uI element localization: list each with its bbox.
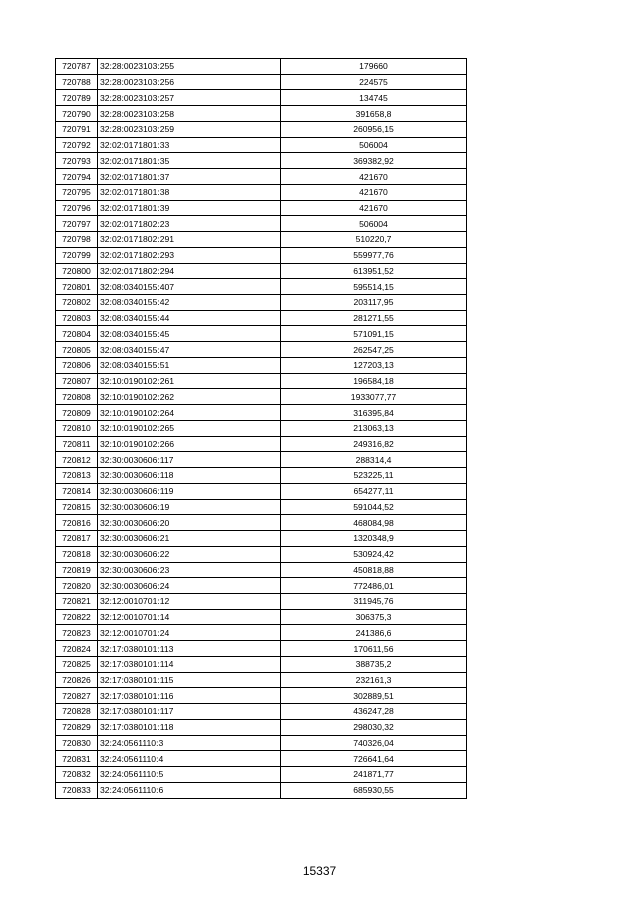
row-id-cell: 720819: [56, 562, 98, 578]
row-id-cell: 720796: [56, 200, 98, 216]
value-cell: 726641,64: [281, 751, 467, 767]
table-row: [56, 578, 467, 594]
row-id-cell: 720789: [56, 90, 98, 106]
cadastral-number-cell: 32:28:0023103:258: [98, 106, 281, 122]
row-id-cell: 720801: [56, 279, 98, 295]
value-cell: 127203,13: [281, 357, 467, 373]
cadastral-number-cell: 32:02:0171801:37: [98, 169, 281, 185]
row-id-cell: 720797: [56, 216, 98, 232]
table-row: [56, 106, 467, 122]
table-row: [56, 656, 467, 672]
table-row: [56, 452, 467, 468]
value-cell: 196584,18: [281, 373, 467, 389]
cadastral-number-cell: 32:08:0340155:44: [98, 310, 281, 326]
value-cell: 260956,15: [281, 121, 467, 137]
row-id-cell: 720833: [56, 782, 98, 798]
value-cell: 388735,2: [281, 656, 467, 672]
row-id-cell: 720815: [56, 499, 98, 515]
row-id-cell: 720825: [56, 656, 98, 672]
row-id-cell: 720808: [56, 389, 98, 405]
cadastral-number-cell: 32:17:0380101:116: [98, 688, 281, 704]
table-row: [56, 436, 467, 452]
value-cell: 421670: [281, 184, 467, 200]
value-cell: 613951,52: [281, 263, 467, 279]
cadastral-number-cell: 32:02:0171802:291: [98, 232, 281, 248]
value-cell: 450818,88: [281, 562, 467, 578]
row-id-cell: 720814: [56, 483, 98, 499]
value-cell: 523225,11: [281, 468, 467, 484]
row-id-cell: 720818: [56, 546, 98, 562]
value-cell: 1320348,9: [281, 531, 467, 547]
row-id-cell: 720800: [56, 263, 98, 279]
table-row: [56, 247, 467, 263]
row-id-cell: 720832: [56, 767, 98, 783]
row-id-cell: 720823: [56, 625, 98, 641]
value-cell: 316395,84: [281, 405, 467, 421]
table-row: [56, 767, 467, 783]
row-id-cell: 720804: [56, 326, 98, 342]
row-id-cell: 720813: [56, 468, 98, 484]
value-cell: 262547,25: [281, 342, 467, 358]
row-id-cell: 720807: [56, 373, 98, 389]
cadastral-number-cell: 32:02:0171801:35: [98, 153, 281, 169]
row-id-cell: 720822: [56, 609, 98, 625]
cadastral-number-cell: 32:08:0340155:407: [98, 279, 281, 295]
table-row: [56, 499, 467, 515]
value-cell: 288314,4: [281, 452, 467, 468]
value-cell: 468084,98: [281, 515, 467, 531]
value-cell: 506004: [281, 137, 467, 153]
table-row: [56, 357, 467, 373]
value-cell: 436247,28: [281, 704, 467, 720]
row-id-cell: 720828: [56, 704, 98, 720]
row-id-cell: 720811: [56, 436, 98, 452]
table-row: [56, 74, 467, 90]
row-id-cell: 720831: [56, 751, 98, 767]
cadastral-number-cell: 32:02:0171801:38: [98, 184, 281, 200]
cadastral-number-cell: 32:08:0340155:47: [98, 342, 281, 358]
cadastral-number-cell: 32:30:0030606:118: [98, 468, 281, 484]
row-id-cell: 720790: [56, 106, 98, 122]
value-cell: 232161,3: [281, 672, 467, 688]
row-id-cell: 720788: [56, 74, 98, 90]
table-row: [56, 782, 467, 798]
table-row: [56, 121, 467, 137]
cadastral-number-cell: 32:12:0010701:24: [98, 625, 281, 641]
table-row: [56, 310, 467, 326]
table-row: [56, 625, 467, 641]
cadastral-number-cell: 32:28:0023103:256: [98, 74, 281, 90]
value-cell: 170611,56: [281, 641, 467, 657]
value-cell: 391658,8: [281, 106, 467, 122]
row-id-cell: 720787: [56, 59, 98, 75]
cadastral-number-cell: 32:24:0561110:5: [98, 767, 281, 783]
table-row: [56, 562, 467, 578]
cadastral-number-cell: 32:17:0380101:113: [98, 641, 281, 657]
cadastral-number-cell: 32:30:0030606:21: [98, 531, 281, 547]
table-row: [56, 515, 467, 531]
page-number: 15337: [302, 864, 337, 878]
row-id-cell: 720827: [56, 688, 98, 704]
value-cell: 421670: [281, 200, 467, 216]
value-cell: 298030,32: [281, 719, 467, 735]
row-id-cell: 720829: [56, 719, 98, 735]
table-row: [56, 90, 467, 106]
cadastral-number-cell: 32:17:0380101:118: [98, 719, 281, 735]
cadastral-number-cell: 32:02:0171801:33: [98, 137, 281, 153]
cadastral-number-cell: 32:17:0380101:115: [98, 672, 281, 688]
cadastral-number-cell: 32:10:0190102:262: [98, 389, 281, 405]
table-row: [56, 389, 467, 405]
table-row: [56, 137, 467, 153]
value-cell: 1933077,77: [281, 389, 467, 405]
table-row: [56, 279, 467, 295]
row-id-cell: 720824: [56, 641, 98, 657]
value-cell: 134745: [281, 90, 467, 106]
value-cell: 530924,42: [281, 546, 467, 562]
table-row: [56, 200, 467, 216]
cadastral-number-cell: 32:12:0010701:12: [98, 593, 281, 609]
row-id-cell: 720809: [56, 405, 98, 421]
cadastral-number-cell: 32:24:0561110:4: [98, 751, 281, 767]
value-cell: 510220,7: [281, 232, 467, 248]
table-row: [56, 704, 467, 720]
value-cell: 302889,51: [281, 688, 467, 704]
table-row: [56, 735, 467, 751]
table-row: [56, 688, 467, 704]
value-cell: 369382,92: [281, 153, 467, 169]
cadastral-number-cell: 32:17:0380101:114: [98, 656, 281, 672]
value-cell: 740326,04: [281, 735, 467, 751]
cadastral-number-cell: 32:30:0030606:24: [98, 578, 281, 594]
table-row: [56, 531, 467, 547]
row-id-cell: 720791: [56, 121, 98, 137]
value-cell: 213063,13: [281, 420, 467, 436]
cadastral-number-cell: 32:02:0171802:293: [98, 247, 281, 263]
value-cell: 571091,15: [281, 326, 467, 342]
value-cell: 241386,6: [281, 625, 467, 641]
value-cell: 421670: [281, 169, 467, 185]
row-id-cell: 720820: [56, 578, 98, 594]
table-row: [56, 593, 467, 609]
row-id-cell: 720802: [56, 295, 98, 311]
cadastral-number-cell: 32:02:0171802:294: [98, 263, 281, 279]
value-cell: 224575: [281, 74, 467, 90]
table-row: [56, 751, 467, 767]
row-id-cell: 720805: [56, 342, 98, 358]
cadastral-number-cell: 32:12:0010701:14: [98, 609, 281, 625]
cadastral-number-cell: 32:08:0340155:42: [98, 295, 281, 311]
cadastral-number-cell: 32:28:0023103:255: [98, 59, 281, 75]
value-cell: 241871,77: [281, 767, 467, 783]
cadastral-number-cell: 32:30:0030606:117: [98, 452, 281, 468]
table-row: [56, 295, 467, 311]
cadastral-number-cell: 32:28:0023103:259: [98, 121, 281, 137]
row-id-cell: 720792: [56, 137, 98, 153]
value-cell: 685930,55: [281, 782, 467, 798]
cadastral-number-cell: 32:24:0561110:6: [98, 782, 281, 798]
row-id-cell: 720798: [56, 232, 98, 248]
row-id-cell: 720812: [56, 452, 98, 468]
cadastral-number-cell: 32:10:0190102:265: [98, 420, 281, 436]
cadastral-number-cell: 32:17:0380101:117: [98, 704, 281, 720]
row-id-cell: 720799: [56, 247, 98, 263]
row-id-cell: 720794: [56, 169, 98, 185]
table-body: [56, 59, 467, 799]
table-row: [56, 169, 467, 185]
cadastral-value-table: [55, 58, 467, 799]
cadastral-number-cell: 32:10:0190102:266: [98, 436, 281, 452]
table-row: [56, 672, 467, 688]
value-cell: 559977,76: [281, 247, 467, 263]
table-row: [56, 263, 467, 279]
cadastral-number-cell: 32:02:0171801:39: [98, 200, 281, 216]
value-cell: 654277,11: [281, 483, 467, 499]
cadastral-number-cell: 32:30:0030606:22: [98, 546, 281, 562]
cadastral-number-cell: 32:08:0340155:45: [98, 326, 281, 342]
table-row: [56, 468, 467, 484]
value-cell: 281271,55: [281, 310, 467, 326]
value-cell: 203117,95: [281, 295, 467, 311]
table-row: [56, 641, 467, 657]
value-cell: 591044,52: [281, 499, 467, 515]
row-id-cell: 720817: [56, 531, 98, 547]
cadastral-number-cell: 32:10:0190102:264: [98, 405, 281, 421]
cadastral-number-cell: 32:08:0340155:51: [98, 357, 281, 373]
table-row: [56, 153, 467, 169]
value-cell: 506004: [281, 216, 467, 232]
cadastral-number-cell: 32:24:0561110:3: [98, 735, 281, 751]
value-cell: 306375,3: [281, 609, 467, 625]
cadastral-number-cell: 32:30:0030606:20: [98, 515, 281, 531]
table-row: [56, 232, 467, 248]
table-row: [56, 546, 467, 562]
table-row: [56, 184, 467, 200]
table-row: [56, 420, 467, 436]
table-row: [56, 405, 467, 421]
cadastral-number-cell: 32:30:0030606:23: [98, 562, 281, 578]
table-row: [56, 483, 467, 499]
row-id-cell: 720830: [56, 735, 98, 751]
table-row: [56, 216, 467, 232]
cadastral-number-cell: 32:28:0023103:257: [98, 90, 281, 106]
value-cell: 249316,82: [281, 436, 467, 452]
row-id-cell: 720826: [56, 672, 98, 688]
cadastral-number-cell: 32:02:0171802:23: [98, 216, 281, 232]
value-cell: 311945,76: [281, 593, 467, 609]
table-row: [56, 326, 467, 342]
value-cell: 595514,15: [281, 279, 467, 295]
table-row: [56, 342, 467, 358]
table-row: [56, 59, 467, 75]
value-cell: 772486,01: [281, 578, 467, 594]
table-row: [56, 373, 467, 389]
cadastral-number-cell: 32:30:0030606:119: [98, 483, 281, 499]
row-id-cell: 720795: [56, 184, 98, 200]
row-id-cell: 720803: [56, 310, 98, 326]
row-id-cell: 720816: [56, 515, 98, 531]
row-id-cell: 720793: [56, 153, 98, 169]
cadastral-number-cell: 32:30:0030606:19: [98, 499, 281, 515]
row-id-cell: 720806: [56, 357, 98, 373]
cadastral-number-cell: 32:10:0190102:261: [98, 373, 281, 389]
table-row: [56, 609, 467, 625]
value-cell: 179660: [281, 59, 467, 75]
table-row: [56, 719, 467, 735]
row-id-cell: 720810: [56, 420, 98, 436]
row-id-cell: 720821: [56, 593, 98, 609]
